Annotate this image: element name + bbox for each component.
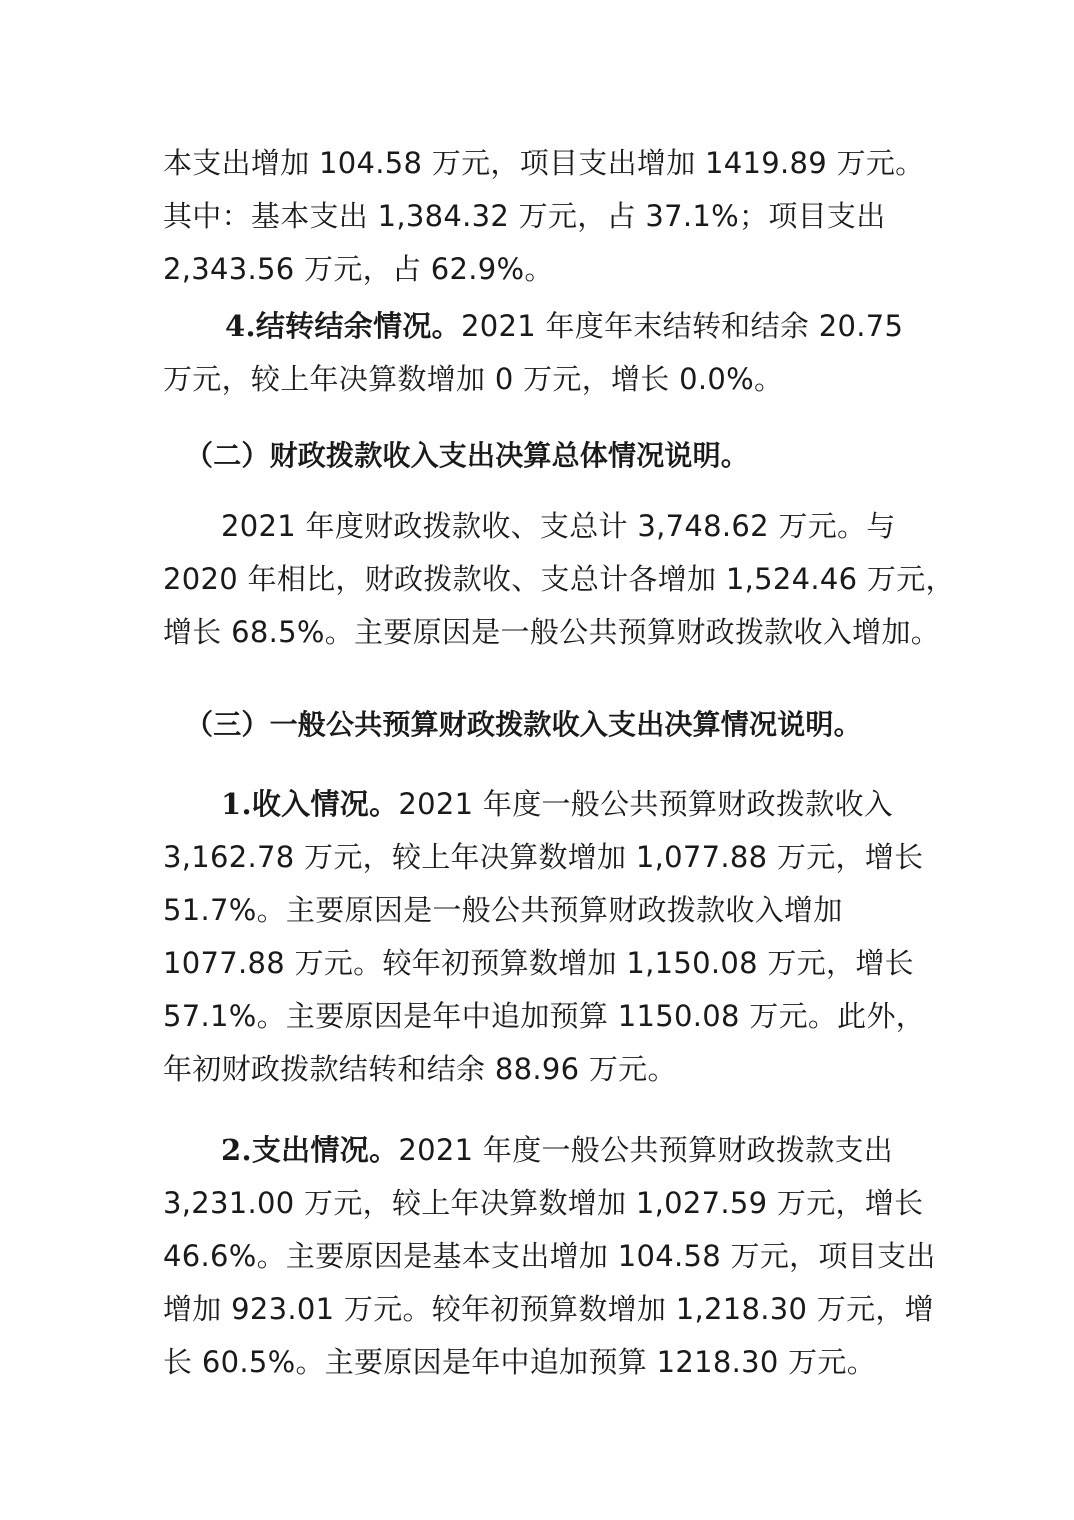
text-span: 2021 年度一般公共预算财政拨款收入 bbox=[398, 787, 894, 821]
text-line: 本支出增加 104.58 万元，项目支出增加 1419.89 万元。 bbox=[163, 146, 925, 180]
text-line: 万元，较上年决算数增加 0 万元，增长 0.0%。 bbox=[163, 362, 784, 396]
text-line: 增长 68.5%。主要原因是一般公共预算财政拨款收入增加。 bbox=[163, 615, 941, 649]
text-line: 51.7%。主要原因是一般公共预算财政拨款收入增加 bbox=[163, 893, 843, 927]
text-line bbox=[163, 1124, 923, 1177]
text-span: 2021 年度年末结转和结余 20.75 bbox=[460, 309, 904, 343]
section-lead: 1.收入情况。 bbox=[221, 787, 399, 821]
text-line: 长 60.5%。主要原因是年中追加预算 1218.30 万元。 bbox=[163, 1345, 877, 1379]
text-line: 3,231.00 万元，较上年决算数增加 1,027.59 万元，增长 bbox=[163, 1186, 924, 1220]
text-line: 2,343.56 万元，占 62.9%。 bbox=[163, 252, 554, 286]
text-line: 增加 923.01 万元。较年初预算数增加 1,218.30 万元，增 bbox=[163, 1292, 934, 1326]
section-lead: 2.支出情况。 bbox=[221, 1133, 399, 1167]
text-line: 57.1%。主要原因是年中追加预算 1150.08 万元。此外， bbox=[163, 999, 926, 1033]
text-span: 2021 年度财政拨款收、支总计 3,748.62 万元。与 bbox=[221, 509, 896, 543]
text-line: 1077.88 万元。较年初预算数增加 1,150.08 万元，增长 bbox=[163, 946, 914, 980]
text-span: 2021 年度一般公共预算财政拨款支出 bbox=[398, 1133, 894, 1167]
text-line bbox=[163, 300, 923, 353]
section-heading-fiscal-overview: （二）财政拨款收入支出决算总体情况说明。 bbox=[185, 439, 750, 472]
text-line: 年初财政拨款结转和结余 88.96 万元。 bbox=[163, 1052, 677, 1086]
text-line: 3,162.78 万元，较上年决算数增加 1,077.88 万元，增长 bbox=[163, 840, 924, 874]
text-line bbox=[163, 778, 923, 831]
text-line: 46.6%。主要原因是基本支出增加 104.58 万元，项目支出 bbox=[163, 1239, 936, 1273]
paragraph-revenue bbox=[163, 778, 926, 1096]
section-heading-general-budget: （三）一般公共预算财政拨款收入支出决算情况说明。 bbox=[185, 708, 862, 741]
text-line: 其中：基本支出 1,384.32 万元，占 37.1%；项目支出 bbox=[163, 199, 886, 233]
paragraph-carryover-balance bbox=[163, 300, 923, 406]
paragraph-fiscal-total bbox=[163, 500, 955, 659]
text-line: 2020 年相比，财政拨款收、支总计各增加 1,524.46 万元， bbox=[163, 562, 955, 596]
paragraph-expenditure bbox=[163, 1124, 936, 1389]
text-line bbox=[163, 500, 923, 553]
paragraph-basic-project-expenditure bbox=[163, 137, 923, 296]
section-lead: 4.结转结余情况。 bbox=[225, 309, 461, 343]
